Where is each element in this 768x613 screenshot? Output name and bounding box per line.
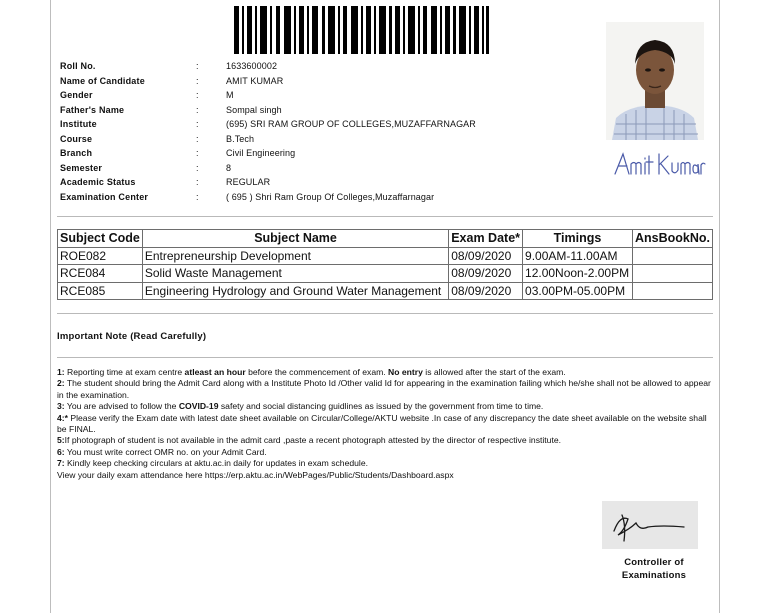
- info-row-father-name: [60, 103, 476, 118]
- instruction-item: [57, 447, 717, 458]
- subject-code-cell: RCE085: [58, 282, 143, 300]
- instruction-number: 1:: [57, 367, 65, 377]
- instruction-emphasis: No entry: [388, 367, 423, 377]
- info-colon: :: [196, 119, 199, 130]
- timings-cell: 03.00PM-05.00PM: [523, 282, 633, 300]
- timings-cell: 9.00AM-11.00AM: [523, 247, 633, 265]
- info-row-exam-center: [60, 190, 476, 205]
- info-label: Name of Candidate: [60, 75, 145, 86]
- column-header: Subject Name: [142, 230, 448, 248]
- table-row: [58, 282, 713, 300]
- info-label: Father's Name: [60, 104, 125, 115]
- instruction-number: 4:*: [57, 412, 68, 423]
- column-header: AnsBookNo.: [632, 230, 712, 248]
- info-label: Branch: [60, 148, 93, 159]
- info-colon: :: [196, 191, 199, 202]
- instruction-text: The student should bring the Admit Card along with a Institute Photo Id /Other valid Id for appearing in the examination failing which he/she shall not be allowed to appear in the examination.: [57, 378, 711, 400]
- divider: [57, 216, 713, 217]
- divider: [57, 313, 713, 314]
- instruction-text: is allowed after the start of the exam.: [422, 367, 566, 377]
- controller-signature: [602, 501, 698, 549]
- info-colon: :: [196, 162, 199, 173]
- info-colon: :: [196, 148, 199, 159]
- column-header: Timings: [523, 230, 633, 248]
- timings-cell: 12.00Noon-2.00PM: [523, 265, 633, 283]
- instructions-list: [57, 367, 717, 481]
- info-colon: :: [196, 75, 199, 86]
- info-row-academic-status: [60, 175, 476, 190]
- barcode-image: [234, 6, 489, 54]
- info-row-institute: [60, 117, 476, 132]
- table-row: [58, 265, 713, 283]
- info-value: M: [226, 90, 234, 101]
- instruction-item: [57, 458, 717, 469]
- instruction-text: You are advised to follow the: [64, 401, 179, 412]
- instruction-number: 3:: [57, 401, 65, 412]
- divider: [57, 357, 713, 358]
- exam-date-cell: 08/09/2020: [449, 265, 523, 283]
- info-colon: :: [196, 61, 199, 72]
- admit-card-sheet: [50, 0, 720, 613]
- candidate-info: [60, 59, 476, 204]
- subjects-table: [57, 229, 713, 300]
- info-value: B.Tech: [226, 133, 255, 144]
- info-label: Gender: [60, 90, 93, 101]
- info-row-gender: [60, 88, 476, 103]
- subject-name-cell: Engineering Hydrology and Ground Water Management: [142, 282, 448, 300]
- subject-name-cell: Solid Waste Management: [142, 265, 448, 283]
- info-value: 1633600002: [226, 61, 278, 72]
- info-value: Sompal singh: [226, 104, 282, 115]
- info-label: Course: [60, 133, 93, 144]
- instruction-number: 2:: [57, 378, 65, 389]
- ansbook-cell: [632, 265, 712, 283]
- instruction-text: Kindly keep checking circulars at aktu.ac.in daily for updates in exam schedule.: [64, 458, 368, 469]
- instruction-item: [57, 435, 717, 446]
- info-label: Semester: [60, 162, 103, 173]
- info-row-roll-no: [60, 59, 476, 74]
- ansbook-cell: [632, 247, 712, 265]
- info-value: REGULAR: [226, 177, 271, 188]
- table-row: [58, 247, 713, 265]
- info-colon: :: [196, 104, 199, 115]
- instruction-item: [57, 413, 717, 436]
- instruction-item: [57, 378, 717, 401]
- instruction-text: Reporting time at exam centre: [64, 367, 185, 377]
- info-value: ( 695 ) Shri Ram Group Of Colleges,Muzaffarnagar: [226, 191, 435, 202]
- instruction-number: 6:: [57, 446, 65, 457]
- exam-date-cell: 08/09/2020: [449, 282, 523, 300]
- instruction-item: [57, 401, 717, 412]
- column-header: Exam Date*: [449, 230, 523, 248]
- info-label: Institute: [60, 119, 97, 130]
- subject-name-cell: Entrepreneurship Development: [142, 247, 448, 265]
- instruction-text: safety and social distancing guidlines as issued by the government from time to time.: [218, 401, 544, 412]
- instruction-number: 7:: [57, 458, 65, 469]
- info-colon: :: [196, 133, 199, 144]
- instruction-emphasis: atleast an hour: [184, 367, 246, 377]
- instruction-number: 5:: [57, 435, 65, 446]
- candidate-photo: [606, 22, 704, 140]
- info-value: (695) SRI RAM GROUP OF COLLEGES,MUZAFFARNAGAR: [226, 119, 476, 130]
- info-colon: :: [196, 90, 199, 101]
- info-row-semester: [60, 161, 476, 176]
- instruction-text: You must write correct OMR no. on your Admit Card.: [64, 446, 267, 457]
- subject-code-cell: RCE084: [58, 265, 143, 283]
- ansbook-cell: [632, 282, 712, 300]
- info-label: Academic Status: [60, 177, 136, 188]
- controller-line-1: Controller of: [624, 557, 684, 568]
- info-row-name: [60, 74, 476, 89]
- info-value: 8: [226, 162, 232, 173]
- info-row-branch: [60, 146, 476, 161]
- subject-code-cell: ROE082: [58, 247, 143, 265]
- instruction-text: Please verify the Exam date with latest date sheet available on Circular/College/AKTU website .In case of any discrepancy the date sheet available on the website shall be FINAL.: [57, 412, 707, 435]
- info-label: Roll No.: [60, 61, 96, 72]
- instruction-item: [57, 367, 717, 378]
- column-header: Subject Code: [58, 230, 143, 248]
- table-header-row: [58, 230, 713, 248]
- exam-date-cell: 08/09/2020: [449, 247, 523, 265]
- info-value: Civil Engineering: [226, 148, 296, 159]
- controller-of-examinations: [599, 556, 709, 582]
- instruction-emphasis: COVID-19: [178, 401, 219, 412]
- candidate-signature: [611, 148, 706, 180]
- attendance-link-text: View your daily exam attendance here https://erp.aktu.ac.in/WebPages/Public/Students/Dashboard.aspx: [57, 469, 454, 480]
- info-colon: :: [196, 177, 199, 188]
- controller-line-2: Examinations: [621, 570, 687, 581]
- instruction-text: If photograph of student is not available in the admit card ,paste a recent photograph attested by the director of respective institute.: [64, 435, 562, 446]
- info-label: Examination Center: [60, 191, 149, 202]
- instruction-text: before the commencement of exam.: [245, 367, 389, 377]
- important-note-title: Important Note (Read Carefully): [57, 331, 207, 342]
- info-row-course: [60, 132, 476, 147]
- info-value: AMIT KUMAR: [226, 75, 284, 86]
